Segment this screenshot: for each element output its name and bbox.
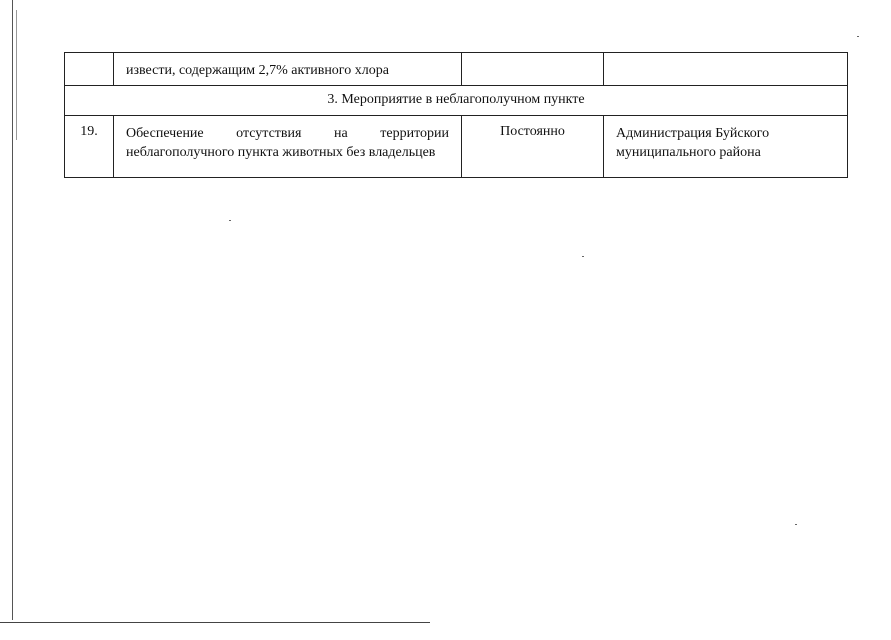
responsible-cell	[604, 116, 848, 178]
row-number	[65, 53, 113, 61]
number-cell	[65, 116, 114, 178]
measure-cell	[114, 116, 462, 178]
measure-text-line-1: Обеспечение отсутствия на территории	[126, 126, 449, 141]
section-heading: 3. Мероприятие в неблагополучном пункте	[327, 92, 585, 107]
measure-text: извести, содержащим 2,7% активного хлора	[126, 63, 389, 78]
responsible-cell	[604, 53, 848, 86]
term-cell	[462, 116, 604, 178]
term-text: Постоянно	[500, 124, 565, 139]
responsible-text	[604, 53, 847, 61]
measure-cell	[114, 53, 462, 86]
responsible-text-line-1: Администрация Буйского	[616, 126, 770, 141]
section-heading-cell	[65, 86, 848, 116]
scan-speck	[857, 36, 859, 37]
responsible-text	[604, 116, 847, 162]
responsible-text-line-2: муниципального района	[616, 145, 761, 160]
scan-speck	[795, 524, 797, 525]
scan-edge-bottom	[0, 622, 430, 623]
scan-speck	[582, 256, 584, 257]
scan-speck	[229, 220, 231, 221]
table-row-continued	[65, 53, 848, 86]
scan-edge-left-secondary	[16, 10, 17, 140]
term-cell	[462, 53, 604, 86]
number-cell	[65, 53, 114, 86]
measure-text	[114, 116, 461, 162]
measure-text-line-2: неблагополучного пункта животных без владельцев	[126, 145, 436, 160]
table-row-section	[65, 86, 848, 116]
scan-edge-left	[12, 0, 13, 620]
measures-table	[64, 52, 848, 178]
term-text	[462, 53, 603, 61]
table-row-item-19	[65, 116, 848, 178]
row-number: 19.	[80, 124, 98, 139]
